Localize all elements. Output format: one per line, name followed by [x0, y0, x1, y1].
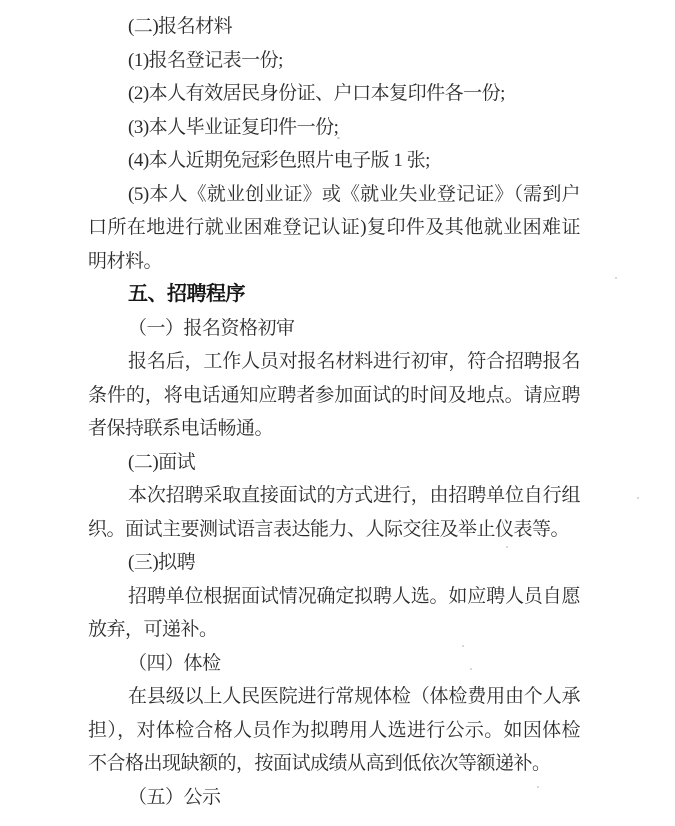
list-item-4: (4)本人近期免冠彩色照片电子版 1 张; [128, 150, 430, 171]
list-item-3: (3)本人毕业证复印件一份; [128, 116, 339, 138]
list-item-5-line-3: 明材料。 [88, 250, 163, 272]
paragraph-proposed-hire-line-2: 放弃，可递补。 [88, 619, 218, 640]
heading-recruitment-procedure: 五、招聘程序 [128, 283, 245, 305]
paragraph-review-line-1: 报名后，工作人员对报名材料进行初审，符合招聘报名 [128, 351, 580, 372]
subheading-qualification-review: （一）报名资格初审 [128, 317, 295, 339]
paragraph-proposed-hire-line-1: 招聘单位根据面试情况确定拟聘人选。如应聘人员自愿 [128, 585, 580, 607]
list-item-2: (2)本人有效居民身份证、户口本复印件各一份; [128, 83, 505, 104]
scan-speck [637, 497, 639, 499]
subheading-public-notice: （五）公示 [128, 786, 221, 808]
list-item-5-line-2: 口所在地进行就业困难登记认证)复印件及其他就业困难证 [88, 217, 580, 238]
scan-speck [337, 137, 340, 139]
paragraph-interview-line-2: 织。面试主要测试语言表达能力、人际交往及举止仪表等。 [88, 518, 570, 540]
subheading-application-materials: (二)报名材料 [128, 16, 233, 37]
scan-speck [506, 546, 508, 548]
scan-speck [615, 277, 617, 279]
subheading-physical-exam: （四）体检 [128, 652, 221, 674]
paragraph-review-line-2: 条件的，将电话通知应聘者参加面试的时间及地点。请应聘 [88, 384, 580, 406]
scan-speck [537, 786, 539, 788]
subheading-interview: (二)面试 [128, 451, 196, 473]
paragraph-physical-exam-line-2: 担），对体检合格人员作为拟聘用人选进行公示。如因体检 [88, 719, 580, 741]
paragraph-interview-line-1: 本次招聘采取直接面试的方式进行，由招聘单位自行组 [128, 485, 580, 506]
paragraph-review-line-3: 者保持联系电话畅通。 [88, 418, 274, 439]
paragraph-physical-exam-line-1: 在县级以上人民医院进行常规体检（体检费用由个人承 [128, 686, 580, 707]
paragraph-physical-exam-line-3: 不合格出现缺额的，按面试成绩从高到低依次等额递补。 [88, 753, 551, 774]
list-item-1: (1)报名登记表一份; [128, 49, 283, 71]
scan-speck [470, 668, 472, 670]
document-text-column [88, 10, 580, 814]
scan-speck [462, 645, 464, 647]
subheading-proposed-hire: (三)拟聘 [128, 552, 196, 573]
list-item-5-line-1: (5)本人《就业创业证》或《就业失业登记证》（需到户 [128, 183, 580, 205]
